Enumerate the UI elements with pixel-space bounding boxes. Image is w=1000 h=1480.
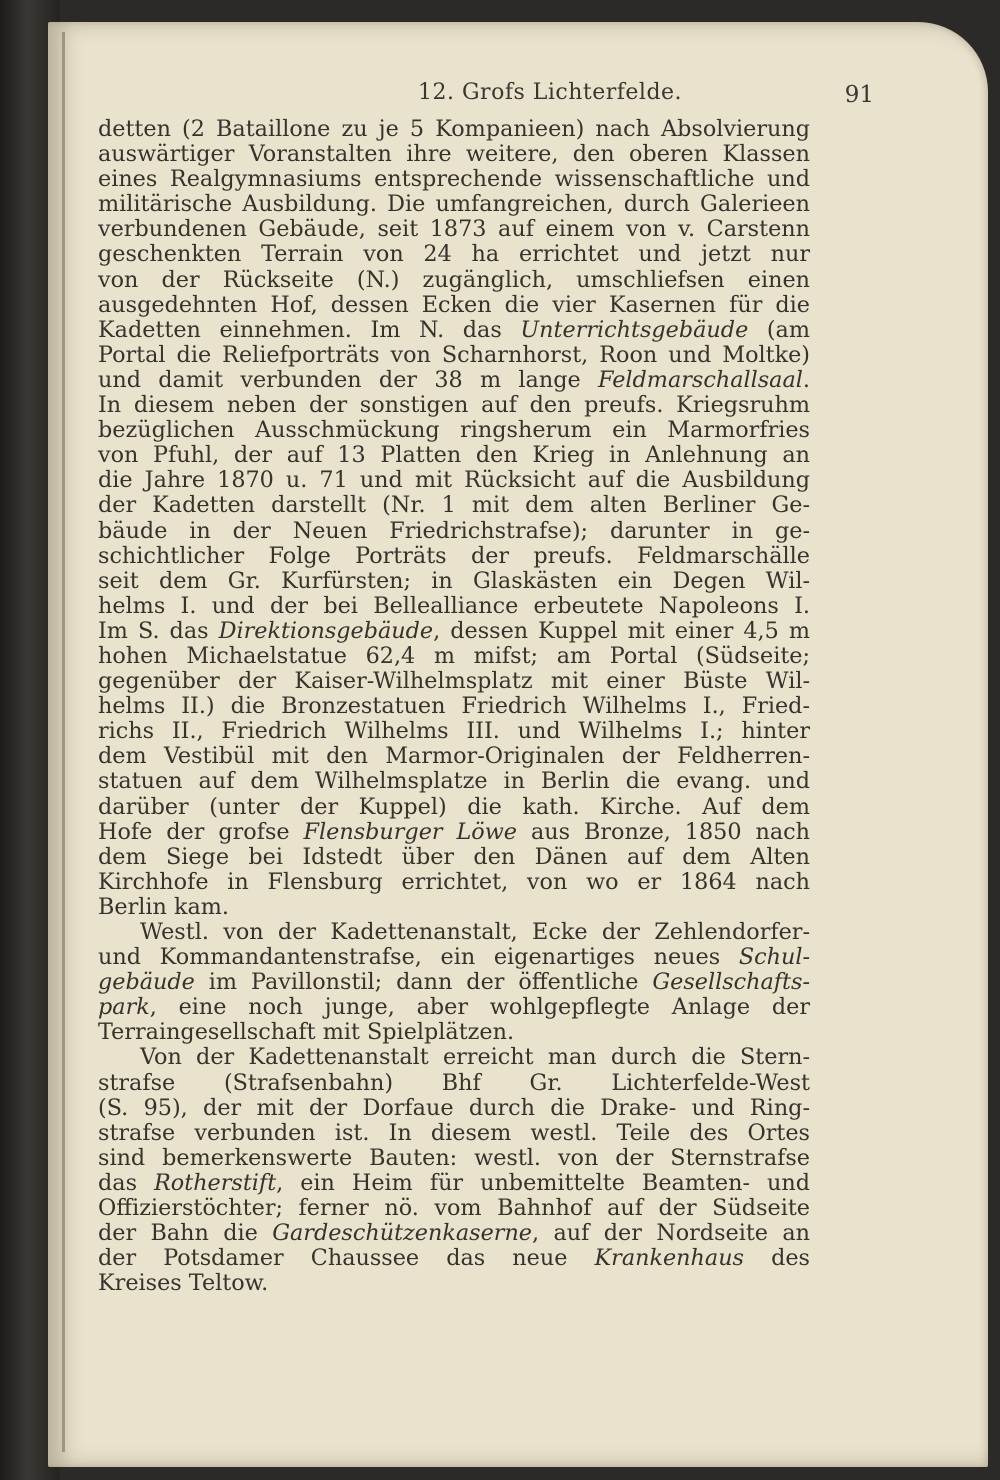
text-line: und damit verbunden der 38 m lange Feldmarschallsaal. [98,366,810,393]
italic-term: park [98,994,150,1021]
text-line: von der Rückseite (N.) zugänglich, umschliefsen einen [98,266,810,293]
body-text [98,117,810,1296]
italic-term: Rotherstift [154,1169,277,1196]
text-line: Von der Kadettenanstalt erreicht man durch die Stern- [140,1044,810,1071]
text-line: der Bahn die Gardeschützenkaserne, auf der Nordseite an [98,1220,810,1247]
text-line: hohen Michaelstatue 62,4 m mifst; am Portal (Südseite; [98,642,810,669]
paragraph [98,117,810,920]
text-line: Offizierstöchter; ferner nö. vom Bahnhof auf der Südseite [98,1195,810,1222]
running-title: 12. Grofs Lichterfelde. [418,80,683,105]
text-line: helms II.) die Bronzestatuen Friedrich Wilhelms I., Fried- [98,693,810,720]
text-line: darüber (unter der Kuppel) die kath. Kirche. Auf dem [98,793,810,820]
text-line: Hofe der grofse Flensburger Löwe aus Bronze, 1850 nach [98,818,810,845]
text-line: bezüglichen Ausschmückung ringsherum ein Marmorfries [98,417,810,444]
text-line: park, eine noch junge, aber wohlgepflegte Anlage der [98,994,810,1021]
text-line: Kreises Teltow. [98,1270,269,1297]
text-line: Berlin kam. [98,893,229,920]
text-line: Im S. das Direktionsgebäude, dessen Kuppel mit einer 4,5 m [98,617,810,644]
italic-term: Feldmarschallsaal [597,366,803,393]
text-line: schichtlicher Folge Porträts der preufs. Feldmarschälle [98,542,810,569]
text-line: von Pfuhl, der auf 13 Platten den Krieg in Anlehnung an [98,442,810,469]
text-line: statuen auf dem Wilhelmsplatze in Berlin die evang. und [98,768,810,795]
text-line: ausgedehnten Hof, dessen Ecken die vier Kasernen für die [98,291,810,318]
italic-term: Direktionsgebäude [218,617,434,644]
text-line: der Potsdamer Chaussee das neue Krankenhaus des [98,1245,810,1272]
italic-term: Schul- [738,944,810,971]
page-number: 91 [844,82,874,108]
italic-term: Flensburger Löwe [303,818,518,845]
text-line: richs II., Friedrich Wilhelms III. und Wilhelms I.; hinter [98,718,810,745]
text-line: helms I. und der bei Bellealliance erbeutete Napoleons I. [98,592,810,619]
paragraph [98,1045,810,1296]
text-line: bäude in der Neuen Friedrichstrafse); darunter in ge- [98,517,810,544]
page-header [148,80,874,120]
text-line: (S. 95), der mit der Dorfaue durch die Drake- und Ring- [98,1094,810,1121]
italic-term: Gardeschützenkaserne [272,1220,533,1247]
text-line: Westl. von der Kadettenanstalt, Ecke der Zehlendorfer- [140,919,810,945]
text-line: die Jahre 1870 u. 71 und mit Rücksicht auf die Ausbildung [98,467,810,494]
text-line: Kirchhofe in Flensburg errichtet, von wo er 1864 nach [98,868,810,895]
paragraph [98,920,810,1045]
text-line: detten (2 Bataillone zu je 5 Kompanieen) nach Absolvierung [98,116,810,142]
text-line: Terraingesellschaft mit Spielplätzen. [98,1019,515,1046]
text-line: geschenkten Terrain von 24 ha errichtet und jetzt nur [98,241,810,268]
text-line: auswärtiger Voranstalten ihre weitere, den oberen Klassen [98,141,810,168]
text-line: Portal die Reliefporträts von Scharnhorst, Roon und Moltke) [98,341,810,368]
italic-term: gebäude [98,969,195,996]
text-line: seit dem Gr. Kurfürsten; in Glaskästen ein Degen Wil- [98,567,810,594]
text-line: und Kommandantenstrafse, ein eigenartiges neues Schul- [98,944,810,971]
text-line: das Rotherstift, ein Heim für unbemittelte Beamten- und [98,1169,810,1196]
text-line: eines Realgymnasiums entsprechende wissenschaftliche und [98,166,810,193]
text-line: strafse (Strafsenbahn) Bhf Gr. Lichterfelde-West [98,1069,810,1096]
text-line: militärische Ausbildung. Die umfangreichen, durch Galerieen [98,191,810,218]
text-line: sind bemerkenswerte Bauten: westl. von der Sternstrafse [98,1144,810,1171]
text-line: der Kadetten darstellt (Nr. 1 mit dem alten Berliner Ge- [98,492,810,519]
text-line: dem Vestibül mit den Marmor-Originalen der Feldherren- [98,743,810,770]
text-line: strafse verbunden ist. In diesem westl. Teile des Ortes [98,1119,810,1146]
italic-term: Krankenhaus [594,1245,744,1272]
text-line: gebäude im Pavillonstil; dann der öffentliche Gesellschafts- [98,969,810,996]
italic-term: Gesellschafts- [652,969,810,996]
italic-term: Unterrichtsgebäude [520,316,749,343]
text-line: In diesem neben der sonstigen auf den preufs. Kriegsruhm [98,392,810,419]
text-line: verbundenen Gebäude, seit 1873 auf einem von v. Carstenn [98,216,810,243]
text-line: dem Siege bei Idstedt über den Dänen auf dem Alten [98,843,810,870]
text-line: Kadetten einnehmen. Im N. das Unterrichtsgebäude (am [98,316,810,343]
text-line: gegenüber der Kaiser-Wilhelmsplatz mit einer Büste Wil- [98,668,810,695]
